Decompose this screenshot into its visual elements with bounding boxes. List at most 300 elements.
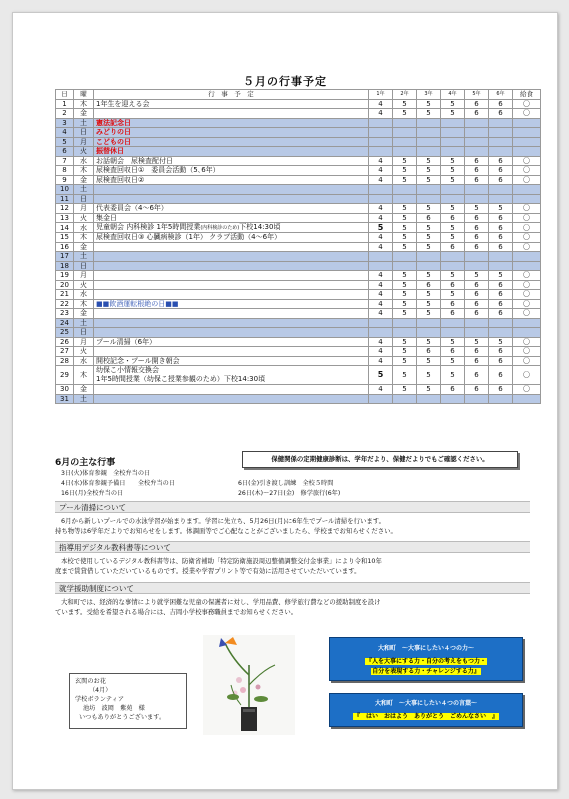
lunch-cell: 〇 xyxy=(513,280,541,290)
table-row xyxy=(56,337,541,347)
grade-hours-cell: 4 xyxy=(369,309,393,319)
aid-line-2: ています。受給を希望される場合には、吉岡小学校事務職員までお知らせください。 xyxy=(55,608,298,616)
lunch-cell xyxy=(513,185,541,195)
grade-hours-cell: 6 xyxy=(489,99,513,109)
event-cell xyxy=(94,280,369,290)
grade-hours-cell: 5 xyxy=(393,223,417,233)
flower-arrangement-image xyxy=(203,635,295,735)
grade-hours-cell xyxy=(465,118,489,128)
digital-section-heading: 指導用デジタル教科書等について xyxy=(55,541,530,553)
grade-hours-cell xyxy=(393,147,417,157)
grade-hours-cell: 5 xyxy=(393,366,417,385)
event-cell xyxy=(94,318,369,328)
grade-hours-cell: 4 xyxy=(369,166,393,176)
grade-hours-cell: 4 xyxy=(369,356,393,366)
grade-hours-cell: 4 xyxy=(369,271,393,281)
pool-section-heading: プール清掃について xyxy=(55,501,530,513)
grade-hours-cell: 5 xyxy=(417,271,441,281)
grade-hours-cell xyxy=(393,185,417,195)
june-right-2: 26日(木)～27日(金) 修学旅行(6年) xyxy=(238,490,341,497)
weekday-cell: 金 xyxy=(74,109,94,119)
event-cell xyxy=(94,204,369,214)
grade-hours-cell: 5 xyxy=(393,156,417,166)
grade-hours-cell: 5 xyxy=(417,233,441,243)
lunch-cell: 〇 xyxy=(513,309,541,319)
four-powers-line-1: 『人を大事にする力・自分の考えをもつ力・ xyxy=(365,658,486,665)
event-cell xyxy=(94,147,369,157)
grade-hours-cell: 6 xyxy=(441,347,465,357)
grade-hours-cell: 6 xyxy=(441,280,465,290)
grade-hours-cell: 6 xyxy=(489,242,513,252)
grade-hours-cell xyxy=(369,318,393,328)
grade-hours-cell xyxy=(393,118,417,128)
grade-hours-cell: 5 xyxy=(417,299,441,309)
grade-hours-cell xyxy=(465,328,489,338)
four-powers-line-2: 自分を表現する力・チャレンジする力』 xyxy=(372,668,480,675)
event-cell xyxy=(94,109,369,119)
lunch-cell: 〇 xyxy=(513,109,541,119)
grade-hours-cell xyxy=(369,185,393,195)
event-cell xyxy=(94,309,369,319)
event-note: (内科検診のため) xyxy=(200,225,240,231)
grade-hours-cell: 6 xyxy=(465,213,489,223)
event-text: お話朝会 尿検査配付日 xyxy=(96,156,173,165)
grade-hours-cell: 6 xyxy=(465,309,489,319)
aid-line-1: 大和町では、経済的な事情により就学困難な児童の保護者に対し、学用品費、修学旅行費などの援助制度を設け xyxy=(61,598,381,606)
grade-hours-cell: 5 xyxy=(417,175,441,185)
table-row xyxy=(56,137,541,147)
weekday-cell: 金 xyxy=(74,242,94,252)
weekday-cell: 木 xyxy=(74,99,94,109)
grade-hours-cell xyxy=(369,128,393,138)
grade-hours-cell: 6 xyxy=(489,290,513,300)
grade-hours-cell xyxy=(417,394,441,404)
caption-line-4: 池坊 波岡 紫苑 様 xyxy=(83,705,145,712)
event-text: 1年生を迎える会 xyxy=(96,99,150,108)
grade-hours-cell xyxy=(393,194,417,204)
grade-hours-cell: 5 xyxy=(393,337,417,347)
weekday-cell: 木 xyxy=(74,233,94,243)
event-cell xyxy=(94,156,369,166)
caption-line-5: いつもありがとうございます。 xyxy=(79,714,166,721)
grade-hours-cell xyxy=(393,261,417,271)
header-cell: 給食 xyxy=(513,90,541,100)
table-row xyxy=(56,185,541,195)
event-cell xyxy=(94,366,369,385)
grade-hours-cell: 5 xyxy=(441,166,465,176)
grade-hours-cell: 5 xyxy=(441,109,465,119)
day-cell: 1 xyxy=(56,99,74,109)
grade-hours-cell: 5 xyxy=(369,223,393,233)
table-row xyxy=(56,394,541,404)
document-page xyxy=(12,12,558,790)
grade-hours-cell: 5 xyxy=(393,242,417,252)
table-row xyxy=(56,213,541,223)
june-heading: 6月の主な行事 xyxy=(55,458,116,468)
grade-hours-cell: 5 xyxy=(417,156,441,166)
day-cell: 29 xyxy=(56,366,74,385)
grade-hours-cell: 5 xyxy=(441,223,465,233)
grade-hours-cell xyxy=(465,147,489,157)
grade-hours-cell xyxy=(417,137,441,147)
grade-hours-cell xyxy=(465,261,489,271)
day-cell: 27 xyxy=(56,347,74,357)
grade-hours-cell: 4 xyxy=(369,347,393,357)
grade-hours-cell xyxy=(441,118,465,128)
day-cell: 13 xyxy=(56,213,74,223)
grade-hours-cell: 6 xyxy=(417,213,441,223)
day-cell: 2 xyxy=(56,109,74,119)
page-title: ５月の行事予定 xyxy=(243,75,327,88)
event-text-line-2: 1年5時間授業（幼保こ授業参観のため）下校14:30頃 xyxy=(96,375,266,383)
grade-hours-cell: 6 xyxy=(489,175,513,185)
event-text: 児童朝会 内科検診 1年5時間授業 xyxy=(96,223,201,231)
weekday-cell: 木 xyxy=(74,166,94,176)
grade-hours-cell: 5 xyxy=(441,366,465,385)
grade-hours-cell: 5 xyxy=(489,271,513,281)
grade-hours-cell: 6 xyxy=(489,213,513,223)
grade-hours-cell: 5 xyxy=(441,290,465,300)
lunch-cell: 〇 xyxy=(513,385,541,395)
flower-caption xyxy=(69,673,187,729)
grade-hours-cell: 5 xyxy=(417,166,441,176)
aid-section-heading: 就学援助制度について xyxy=(55,582,530,594)
grade-hours-cell: 6 xyxy=(489,223,513,233)
grade-hours-cell: 5 xyxy=(393,309,417,319)
health-notice xyxy=(242,451,518,468)
grade-hours-cell: 6 xyxy=(489,299,513,309)
event-text: 尿検査回収日② xyxy=(96,175,145,184)
table-row xyxy=(56,166,541,176)
grade-hours-cell xyxy=(489,118,513,128)
health-notice-text: 保健関係の定期健康診断は、学年だより、保健だよりでもご確認ください。 xyxy=(271,455,489,463)
day-cell: 30 xyxy=(56,385,74,395)
grade-hours-cell: 6 xyxy=(465,299,489,309)
day-cell: 31 xyxy=(56,394,74,404)
grade-hours-cell: 6 xyxy=(465,233,489,243)
grade-hours-cell xyxy=(465,137,489,147)
day-cell: 17 xyxy=(56,252,74,262)
schedule-body xyxy=(56,99,541,404)
grade-hours-cell: 5 xyxy=(393,299,417,309)
table-row xyxy=(56,233,541,243)
grade-hours-cell xyxy=(369,194,393,204)
grade-hours-cell xyxy=(441,185,465,195)
grade-hours-cell: 5 xyxy=(417,290,441,300)
grade-hours-cell xyxy=(441,318,465,328)
grade-hours-cell: 6 xyxy=(489,309,513,319)
grade-hours-cell: 6 xyxy=(465,290,489,300)
grade-hours-cell xyxy=(489,194,513,204)
event-text: 振替休日 xyxy=(96,147,124,156)
grade-hours-cell: 5 xyxy=(441,175,465,185)
grade-hours-cell: 5 xyxy=(417,309,441,319)
grade-hours-cell: 6 xyxy=(489,233,513,243)
day-cell: 12 xyxy=(56,204,74,214)
lunch-cell: 〇 xyxy=(513,213,541,223)
caption-line-2: （4月） xyxy=(89,687,112,694)
header-cell: 日 xyxy=(56,90,74,100)
schedule-header-row xyxy=(56,90,541,100)
grade-hours-cell xyxy=(489,185,513,195)
weekday-cell: 日 xyxy=(74,261,94,271)
grade-hours-cell xyxy=(417,261,441,271)
grade-hours-cell xyxy=(393,318,417,328)
grade-hours-cell: 4 xyxy=(369,109,393,119)
event-text: 幼保こ小情報交換会 xyxy=(96,366,159,374)
event-cell xyxy=(94,213,369,223)
grade-hours-cell: 6 xyxy=(441,385,465,395)
weekday-cell: 土 xyxy=(74,394,94,404)
grade-hours-cell: 4 xyxy=(369,233,393,243)
event-text: 尿検査回収日① 委員会活動（5､6年） xyxy=(96,166,220,175)
grade-hours-cell xyxy=(441,147,465,157)
grade-hours-cell: 5 xyxy=(441,204,465,214)
table-row xyxy=(56,204,541,214)
grade-hours-cell: 6 xyxy=(465,175,489,185)
header-cell: 3年 xyxy=(417,90,441,100)
table-row xyxy=(56,261,541,271)
lunch-cell: 〇 xyxy=(513,271,541,281)
event-text: 代表委員会（4～6年） xyxy=(96,204,168,213)
grade-hours-cell xyxy=(417,194,441,204)
header-cell: 5年 xyxy=(465,90,489,100)
grade-hours-cell xyxy=(489,328,513,338)
weekday-cell: 日 xyxy=(74,194,94,204)
schedule-header xyxy=(56,90,541,100)
grade-hours-cell: 6 xyxy=(465,242,489,252)
grade-hours-cell xyxy=(369,147,393,157)
weekday-cell: 火 xyxy=(74,213,94,223)
day-cell: 28 xyxy=(56,356,74,366)
grade-hours-cell: 4 xyxy=(369,213,393,223)
grade-hours-cell: 6 xyxy=(489,356,513,366)
event-cell xyxy=(94,194,369,204)
flower-icon xyxy=(203,635,295,735)
lunch-cell: 〇 xyxy=(513,99,541,109)
event-cell xyxy=(94,128,369,138)
digital-line-2: 度まで賃貸借していただいているものです。授業や学習プリント等で有効に活用させていただいています。 xyxy=(55,567,361,575)
grade-hours-cell: 4 xyxy=(369,337,393,347)
weekday-cell: 火 xyxy=(74,147,94,157)
grade-hours-cell: 6 xyxy=(465,366,489,385)
table-row xyxy=(56,252,541,262)
grade-hours-cell xyxy=(441,261,465,271)
grade-hours-cell: 6 xyxy=(465,109,489,119)
header-cell: 4年 xyxy=(441,90,465,100)
grade-hours-cell: 5 xyxy=(393,271,417,281)
grade-hours-cell: 6 xyxy=(441,299,465,309)
weekday-cell: 水 xyxy=(74,156,94,166)
grade-hours-cell: 5 xyxy=(393,385,417,395)
grade-hours-cell: 6 xyxy=(441,213,465,223)
grade-hours-cell xyxy=(393,252,417,262)
lunch-cell xyxy=(513,394,541,404)
table-row xyxy=(56,290,541,300)
event-text: 尿検査回収日③ 心臓病検診（1年） クラブ活動（4～6年） xyxy=(96,233,282,242)
table-row xyxy=(56,242,541,252)
lunch-cell xyxy=(513,318,541,328)
june-right-1: 6日(金)引き渡し訓練 全校５時間 xyxy=(238,480,334,487)
grade-hours-cell: 5 xyxy=(417,337,441,347)
lunch-cell: 〇 xyxy=(513,175,541,185)
event-text: みどりの日 xyxy=(96,128,131,137)
table-row xyxy=(56,347,541,357)
day-cell: 9 xyxy=(56,175,74,185)
weekday-cell: 木 xyxy=(74,299,94,309)
grade-hours-cell xyxy=(369,252,393,262)
grade-hours-cell: 6 xyxy=(489,385,513,395)
day-cell: 20 xyxy=(56,280,74,290)
grade-hours-cell: 4 xyxy=(369,290,393,300)
day-cell: 16 xyxy=(56,242,74,252)
grade-hours-cell: 4 xyxy=(369,299,393,309)
weekday-cell: 土 xyxy=(74,252,94,262)
grade-hours-cell: 6 xyxy=(465,347,489,357)
grade-hours-cell xyxy=(417,318,441,328)
grade-hours-cell xyxy=(489,318,513,328)
grade-hours-cell xyxy=(393,394,417,404)
digital-line-1: 本校で使用しているデジタル教科書等は、防衛省補助「特定防衛施設周辺整備調整交付金事業」により令和10年 xyxy=(61,557,382,565)
day-cell: 24 xyxy=(56,318,74,328)
table-row xyxy=(56,385,541,395)
grade-hours-cell xyxy=(417,328,441,338)
weekday-cell: 火 xyxy=(74,280,94,290)
grade-hours-cell: 6 xyxy=(465,156,489,166)
grade-hours-cell: 5 xyxy=(417,109,441,119)
event-text: 憲法記念日 xyxy=(96,118,131,127)
grade-hours-cell: 6 xyxy=(489,109,513,119)
lunch-cell: 〇 xyxy=(513,156,541,166)
grade-hours-cell xyxy=(393,128,417,138)
day-cell: 8 xyxy=(56,166,74,176)
lunch-cell: 〇 xyxy=(513,233,541,243)
event-cell xyxy=(94,166,369,176)
event-text: 集金日 xyxy=(96,213,117,222)
event-cell xyxy=(94,356,369,366)
grade-hours-cell: 4 xyxy=(369,156,393,166)
header-cell: 曜 xyxy=(74,90,94,100)
weekday-cell: 水 xyxy=(74,356,94,366)
header-cell: 2年 xyxy=(393,90,417,100)
event-cell xyxy=(94,299,369,309)
grade-hours-cell: 5 xyxy=(441,271,465,281)
day-cell: 25 xyxy=(56,328,74,338)
day-cell: 19 xyxy=(56,271,74,281)
day-cell: 14 xyxy=(56,223,74,233)
table-row xyxy=(56,299,541,309)
weekday-cell: 月 xyxy=(74,137,94,147)
grade-hours-cell: 6 xyxy=(441,309,465,319)
grade-hours-cell: 6 xyxy=(465,385,489,395)
grade-hours-cell: 5 xyxy=(417,366,441,385)
weekday-cell: 金 xyxy=(74,309,94,319)
grade-hours-cell xyxy=(465,394,489,404)
grade-hours-cell xyxy=(417,147,441,157)
lunch-cell xyxy=(513,261,541,271)
grade-hours-cell xyxy=(417,252,441,262)
grade-hours-cell: 6 xyxy=(417,280,441,290)
table-row xyxy=(56,109,541,119)
day-cell: 7 xyxy=(56,156,74,166)
caption-line-1: 玄関のお花 xyxy=(75,678,106,685)
grade-hours-cell: 5 xyxy=(393,233,417,243)
grade-hours-cell xyxy=(465,318,489,328)
grade-hours-cell: 5 xyxy=(489,204,513,214)
lunch-cell: 〇 xyxy=(513,299,541,309)
grade-hours-cell xyxy=(489,147,513,157)
weekday-cell: 月 xyxy=(74,204,94,214)
four-powers-title: 大和町 ～大事にしたい４つの力～ xyxy=(377,645,474,652)
grade-hours-cell: 6 xyxy=(417,347,441,357)
day-cell: 3 xyxy=(56,118,74,128)
day-cell: 18 xyxy=(56,261,74,271)
grade-hours-cell xyxy=(441,137,465,147)
grade-hours-cell xyxy=(489,261,513,271)
grade-hours-cell: 5 xyxy=(441,99,465,109)
table-row xyxy=(56,156,541,166)
header-cell: 6年 xyxy=(489,90,513,100)
event-tail: 下校14:30頃 xyxy=(239,223,281,231)
grade-hours-cell: 6 xyxy=(489,366,513,385)
event-cell xyxy=(94,242,369,252)
grade-hours-cell: 5 xyxy=(417,242,441,252)
grade-hours-cell: 6 xyxy=(489,280,513,290)
grade-hours-cell xyxy=(489,128,513,138)
grade-hours-cell: 6 xyxy=(489,156,513,166)
lunch-cell: 〇 xyxy=(513,204,541,214)
grade-hours-cell: 5 xyxy=(369,366,393,385)
weekday-cell: 土 xyxy=(74,118,94,128)
weekday-cell: 日 xyxy=(74,128,94,138)
lunch-cell: 〇 xyxy=(513,347,541,357)
lunch-cell: 〇 xyxy=(513,337,541,347)
lunch-cell xyxy=(513,137,541,147)
grade-hours-cell: 5 xyxy=(393,175,417,185)
grade-hours-cell xyxy=(369,394,393,404)
grade-hours-cell: 5 xyxy=(417,204,441,214)
event-cell xyxy=(94,328,369,338)
event-cell xyxy=(94,347,369,357)
day-cell: 15 xyxy=(56,233,74,243)
lunch-cell xyxy=(513,128,541,138)
grade-hours-cell: 6 xyxy=(441,242,465,252)
grade-hours-cell xyxy=(441,128,465,138)
june-line-3: 16日(月)全校弁当の日 xyxy=(61,490,124,497)
event-cell xyxy=(94,233,369,243)
grade-hours-cell: 5 xyxy=(393,347,417,357)
grade-hours-cell: 6 xyxy=(489,347,513,357)
grade-hours-cell: 6 xyxy=(489,166,513,176)
header-cell: 行 事 予 定 xyxy=(94,90,369,100)
weekday-cell: 月 xyxy=(74,337,94,347)
grade-hours-cell: 5 xyxy=(465,271,489,281)
weekday-cell: 金 xyxy=(74,385,94,395)
grade-hours-cell: 4 xyxy=(369,175,393,185)
grade-hours-cell: 6 xyxy=(465,166,489,176)
weekday-cell: 月 xyxy=(74,271,94,281)
grade-hours-cell: 5 xyxy=(393,213,417,223)
table-row xyxy=(56,194,541,204)
june-line-2: 4日(水)体育参観予備日 全校弁当の日 xyxy=(61,480,175,487)
grade-hours-cell: 5 xyxy=(393,166,417,176)
grade-hours-cell xyxy=(489,252,513,262)
grade-hours-cell xyxy=(465,128,489,138)
grade-hours-cell: 6 xyxy=(465,223,489,233)
table-row xyxy=(56,118,541,128)
day-cell: 4 xyxy=(56,128,74,138)
grade-hours-cell: 4 xyxy=(369,385,393,395)
